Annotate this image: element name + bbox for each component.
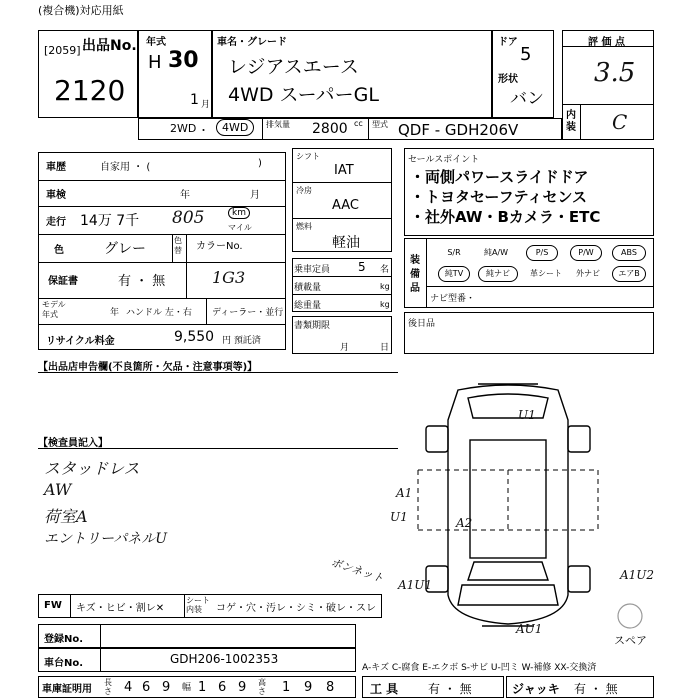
history-value: 自家用 ・ ( (100, 162, 151, 173)
interior-value: C (612, 110, 628, 134)
equip-airbag: エアB (612, 266, 646, 282)
warranty-label: 保証書 (48, 276, 78, 287)
mark-center: A2 (456, 516, 473, 530)
info-table-left (38, 152, 286, 350)
equip-abs: ABS (612, 245, 646, 261)
equip-navi: 純ナビ (478, 266, 518, 282)
model-year-label: モデル年式 (42, 300, 66, 319)
mark-left-2: U1 (390, 510, 408, 524)
car-grade: 4WD スーパーGL (228, 84, 379, 106)
equip-pw: P/W (570, 245, 602, 261)
width-d1: 1 (198, 680, 207, 695)
drive-4wd-circled: 4WD (216, 119, 254, 136)
doors-value: 5 (520, 44, 532, 65)
year-month: 1 (190, 92, 199, 108)
mileage-km-circled: km (228, 207, 250, 219)
shift-value: IAT (334, 163, 354, 178)
mark-bonnet-code: A1U1 (398, 578, 433, 592)
year-label: 年式 (146, 37, 166, 48)
header-note: (複合機)対応用紙 (38, 4, 124, 17)
weight-label: 総重量 (294, 301, 322, 311)
name-label: 車名・グレード (217, 37, 287, 48)
equip-ext-navi: 外ナビ (576, 269, 600, 278)
mileage-value: 14万 7千 (80, 213, 140, 229)
spare-tire-icon (616, 602, 644, 630)
mark-bonnet: ボンネット (329, 555, 386, 586)
equip-ps: P/S (526, 245, 558, 261)
year-era: H (148, 52, 162, 73)
chassis-label: 車台No. (44, 658, 84, 669)
registration-label: 登録No. (44, 634, 84, 645)
color-value: グレー (104, 241, 146, 257)
shift-label: シフト (296, 152, 320, 161)
dealer-option: ディーラー・並行 (212, 308, 284, 318)
later-date-label: 後日品 (408, 319, 436, 329)
inspector-note-3: 荷室A (44, 507, 88, 526)
sales-point-3: ・社外AW・Bカメラ・ETC (410, 208, 601, 226)
height-d1: 1 (282, 680, 291, 695)
inspector-note-2: AW (44, 480, 72, 499)
shape-label: 形状 (498, 74, 518, 85)
seat-items: コゲ・穴・汚レ・シミ・破レ・スレ (216, 603, 376, 614)
fw-items: キズ・ヒビ・割レ✕ (76, 603, 165, 614)
length-d1: 4 (124, 680, 133, 695)
inspector-label: 【検査員記入】 (38, 438, 108, 449)
capacity-label: 乗車定員 (294, 265, 331, 275)
color-no-label: カラーNo. (196, 241, 243, 252)
drive-2wd: 2WD (170, 122, 197, 135)
doc-deadline-label: 書類期限 (294, 321, 331, 331)
mileage-handwritten: 805 (172, 208, 205, 228)
score-value: 3.5 (594, 58, 636, 88)
mark-bottom: AU1 (516, 622, 543, 636)
load-label: 積載量 (294, 283, 322, 293)
warranty-value: 有 ・ 無 (118, 274, 166, 289)
jack-value: 有 ・ 無 (574, 682, 618, 696)
model-value: QDF - GDH206V (398, 121, 519, 139)
mark-top: U1 (518, 408, 536, 422)
damage-legend: A-キズ C-腐食 E-エクボ S-サビ U-凹ミ W-補修 XX-交換済 (362, 663, 597, 673)
inspector-note-1: スタッドレス (44, 459, 140, 478)
mark-left-1: A1 (396, 486, 413, 500)
sales-point-2: ・トヨタセーフティセンス (410, 188, 588, 206)
width-d2: 6 (218, 680, 227, 695)
width-d3: 9 (238, 680, 247, 695)
handle-option: ハンドル 左・右 (126, 308, 192, 318)
equip-tv: 純TV (438, 266, 470, 282)
jack-label: ジャッキ (512, 682, 560, 696)
mark-right: A1U2 (620, 568, 655, 582)
color-no-value: 1G3 (212, 268, 246, 287)
lot-label: 出品No. (82, 38, 137, 54)
year-value: 30 (168, 48, 199, 73)
displacement-label: 排気量 (266, 120, 290, 129)
spare-label: スペア (614, 634, 647, 647)
seller-notes-label: 【出品店申告欄(不良箇所・欠品・注意事項等)】 (38, 362, 258, 373)
history-label: 車歴 (46, 162, 66, 173)
navi-model-label: ナビ型番・ (430, 294, 476, 304)
lot-number: 2120 (54, 74, 126, 107)
length-d2: 6 (142, 680, 151, 695)
car-diagram (398, 380, 618, 640)
height-d2: 9 (304, 680, 313, 695)
capacity-value: 5 (358, 260, 366, 274)
inspector-note-4: エントリーパネルU (44, 531, 168, 547)
interior-label: 内装 (566, 110, 576, 133)
tools-label: 工 具 (370, 682, 399, 696)
equip-sr: S/R (447, 248, 461, 257)
inspection-label: 車検 (46, 190, 66, 201)
year-month-unit: 月 (201, 100, 211, 110)
tools-value: 有 ・ 無 (428, 682, 472, 696)
dimensions-label: 車庫証明用 (42, 684, 92, 695)
fuel-value: 軽油 (332, 235, 360, 251)
length-d3: 9 (162, 680, 171, 695)
sales-points-label: セールスポイント (408, 155, 480, 165)
sales-point-1: ・両側パワースライドドア (410, 168, 589, 186)
ac-label: 冷房 (296, 186, 312, 195)
equip-leather: 革シート (530, 269, 562, 278)
chassis-value: GDH206-1002353 (170, 652, 279, 666)
lot-stamp: [2059] (44, 44, 81, 57)
doors-label: ドア (498, 37, 518, 48)
recycle-label: リサイクル料金 (46, 336, 115, 347)
equip-aw: 純A/W (483, 248, 509, 257)
ac-value: AAC (332, 198, 359, 213)
fuel-label: 燃料 (296, 222, 312, 231)
mileage-label: 走行 (46, 217, 66, 228)
later-date-box (404, 312, 654, 354)
car-name: レジアスエース (228, 56, 359, 78)
fw-label: FW (44, 600, 62, 611)
shape-value: バン (510, 89, 544, 109)
score-label: 評 価 点 (588, 37, 625, 48)
equipment-label: 装備品 (410, 255, 420, 294)
registration-row (38, 624, 356, 648)
displacement-value: 2800 (312, 121, 348, 137)
color-label: 色 (54, 245, 64, 256)
recycle-value: 9,550 (174, 329, 215, 345)
height-d3: 8 (326, 680, 335, 695)
model-label: 型式 (372, 120, 388, 129)
